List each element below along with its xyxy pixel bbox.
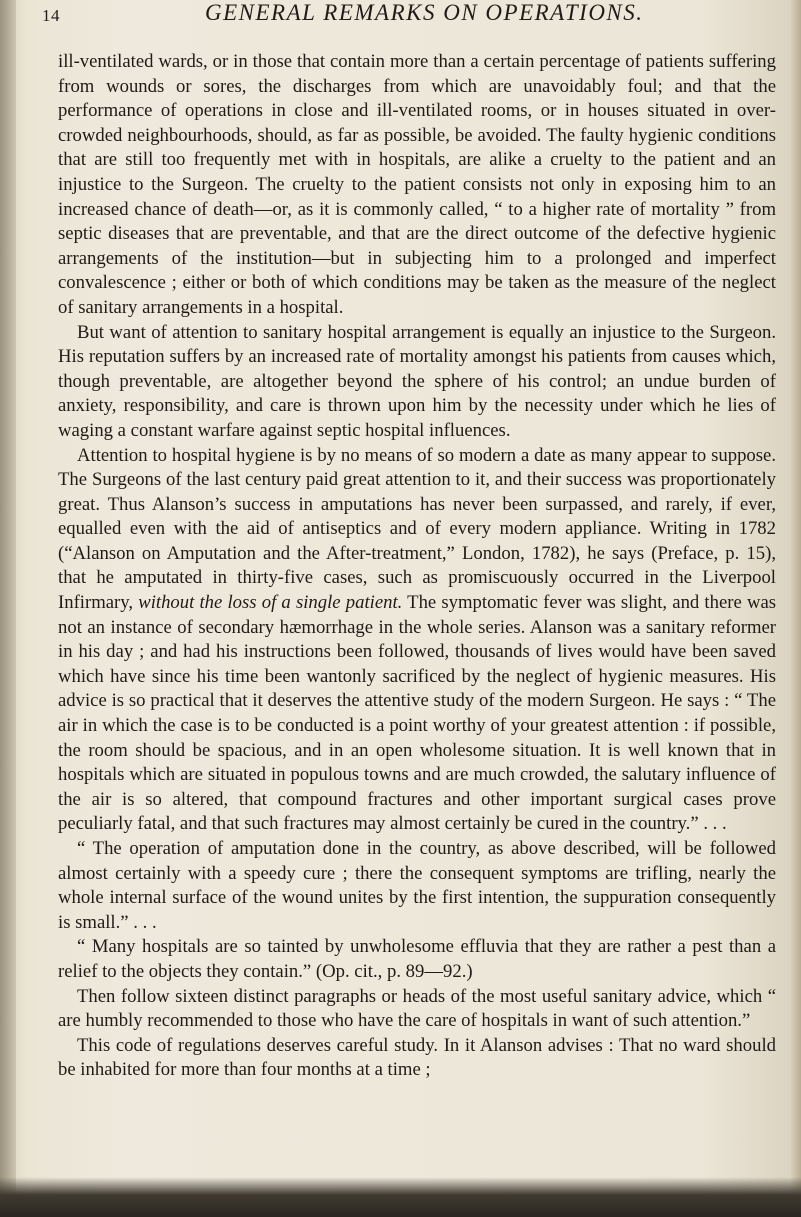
page-bottom-edge xyxy=(0,1177,801,1217)
page-edge xyxy=(791,0,801,1217)
paragraph-3-emphasis: without the loss of a single patient. xyxy=(138,592,403,614)
paragraph-6: Then follow sixteen distinct paragraphs or heads of the most useful sanitary advice, which “ are humbly recommended to those who have the care of hospitals in want of such attention.” xyxy=(58,985,776,1032)
paragraph-2: But want of attention to sanitary hospital arrangement is equally an injustice to the Surgeon. His reputation suffers by an increased rate of mortality amongst his patients from causes which, though preventable, are altogether beyond the sphere of his control; an undue burden of anxiety, responsibility, and care is thrown upon him by the necessity under which he lies of waging a constant warfare against septic hospital influences. xyxy=(58,321,776,441)
paragraph-5: “ Many hospitals are so tainted by unwholesome effluvia that they are rather a pest than a relief to the objects they contain.” (Op. cit., p. 89—92.) xyxy=(58,936,776,982)
paragraph-7: This code of regulations deserves careful study. In it Alanson advises : That no ward should be inhabited for more than four months at a time ; xyxy=(58,1034,776,1081)
paragraph-3 xyxy=(58,444,776,838)
page-number: 14 xyxy=(42,6,60,25)
binding-shadow xyxy=(0,0,16,1217)
page-header xyxy=(30,0,790,40)
running-head: GENERAL REMARKS ON OPERATIONS. xyxy=(205,0,644,25)
body-text xyxy=(58,50,776,1083)
paragraph-3-text-before: Attention to hospital hygiene is by no means of so modern a date as many appear to suppose. The Surgeons of the last century paid great attention to it, and their success was proportionately great. Thus Alanson’s success in amputations has never been surpassed, and rarely, if ever, equalled even with the aid of antiseptics and of every modern appliance. Writing in 1782 (“Alanson on Amputation and the After-treatment,” London, 1782), he says (Preface, p. 15), that he amputated in thirty-five cases, such as promiscuously occurred in the Liverpool Infirmary, xyxy=(58,444,776,614)
paragraph-3-text-after: The symptomatic fever was slight, and there was not an instance of secondary hæmorrhage in the whole series. Alanson was a sanitary reformer in his day ; and had his instructions been followed, thousands of lives would have been saved which have since his time been wantonly sacrificed by the neglect of hygienic measures. His advice is so practical that it deserves the attentive study of the modern Surgeon. He says : “ The air in which the case is to be conducted is a point worthy of your greatest attention : if possible, the room should be spacious, and in an open wholesome situation. It is well known that in hospitals which are situated in populous towns and are much crowded, the salutary influence of the air is so altered, that compound fractures and other important surgical cases prove peculiarly fatal, and that such fractures may almost certainly be cured in the country.” . . . xyxy=(58,592,777,835)
paragraph-4: “ The operation of amputation done in the country, as above described, will be followed almost certainly with a speedy cure ; there the consequent symptoms are trifling, nearly the whole internal surface of the wound unites by the first intention, the suppuration consequently is small.” . . . xyxy=(58,838,776,933)
paragraph-1: ill-ventilated wards, or in those that contain more than a certain percentage of patients suffering from wounds or sores, the discharges from which are unavoidably foul; and that the performance of operations in close and ill-ventilated rooms, or in houses situated in over-crowded neighbourhoods, should, as far as possible, be avoided. The faulty hygienic conditions that are still too frequently met with in hospitals, are alike a cruelty to the patient and an injustice to the Surgeon. The cruelty to the patient consists not only in exposing him to an increased chance of death—or, as it is commonly called, “ to a higher rate of mortality ” from septic diseases that are preventable, and that are the direct outcome of the defective hygienic arrangements of the institution—but in subjecting him to a prolonged and imperfect convalescence ; either or both of which conditions may be taken as the measure of the neglect of sanitary arrangements in a hospital. xyxy=(58,51,776,318)
